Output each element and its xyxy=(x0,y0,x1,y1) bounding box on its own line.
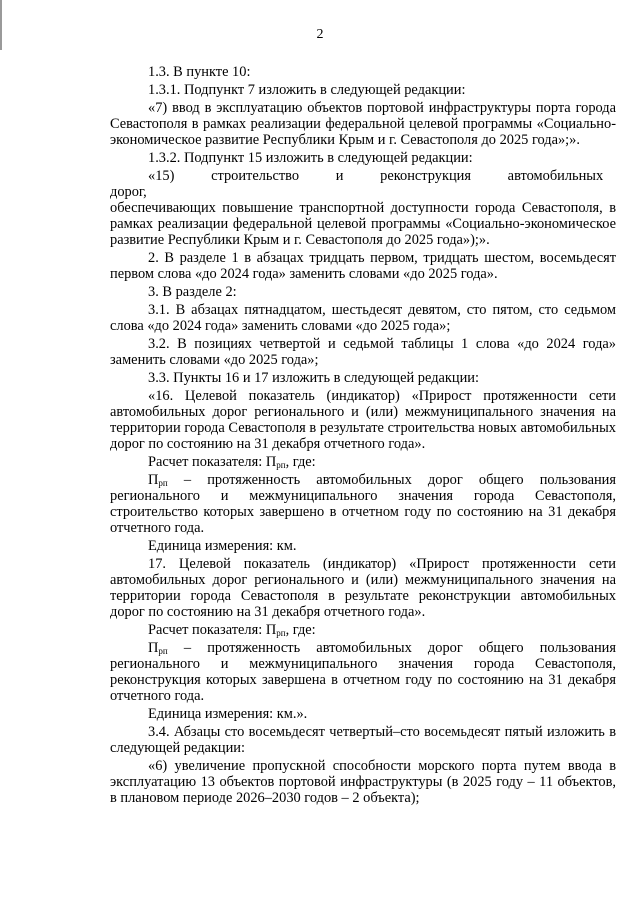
paragraph-3-1: 3.1. В абзацах пятнадцатом, шестьдесят девятом, сто пятом, сто седьмом слова «до 2024 года» заменить словами «до 2025 года»; xyxy=(110,302,616,334)
paragraph-3-2: 3.2. В позициях четвертой и седьмой таблицы 1 слова «до 2024 года» заменить словами «до 2025 года»; xyxy=(110,336,616,368)
unit-17: Единица измерения: км.». xyxy=(148,706,308,722)
paragraph-1-3-2: 1.3.2. Подпункт 15 изложить в следующей редакции: xyxy=(148,150,473,166)
paragraph-1-3-1: 1.3.1. Подпункт 7 изложить в следующей редакции: xyxy=(148,82,466,98)
paragraph-quote-15-rest: обеспечивающих повышение транспортной доступности города Севастополя, в рамках реализации федеральной целевой программы «Социально-экономическое развитие Республики Крым и г. Севастополя до 2025 года»);». xyxy=(110,200,616,248)
definition-17: $П_{рп}$ – протяженность автомобильных дорог общего пользования регионального и межмуниципального значения города Севастополя, реконструкция которых завершена в отчетном году по состоянию на 31 декабря отчетного года. xyxy=(110,640,616,704)
paragraph-quote-6: «6) увеличение пропускной способности морского порта путем ввода в эксплуатацию 13 объектов портовой инфраструктуры (в 2025 году – 11 объектов, в плановом периоде 2026–2030 годов – 2 объекта); xyxy=(110,758,616,806)
calculation-16: Расчет показателя: $П_{рп}$, где: xyxy=(148,454,316,470)
paragraph-2: 2. В разделе 1 в абзацах тридцать первом, тридцать шестом, восемьдесят первом слова «до 2024 года» заменить словами «до 2025 года». xyxy=(110,250,616,282)
paragraph-quote-15-line-1: «15) строительство и реконструкция автомобильных дорог, xyxy=(110,168,604,200)
definition-16: $П_{рп}$ – протяженность автомобильных дорог общего пользования регионального и межмуниципального значения города Севастополя, строительство которых завершено в отчетном году по состоянию на 31 декабря отчетного года. xyxy=(110,472,616,536)
unit-16: Единица измерения: км. xyxy=(148,538,297,554)
calculation-17: Расчет показателя: $П_{рп}$, где: xyxy=(148,622,316,638)
paragraph-1-3: 1.3. В пункте 10: xyxy=(148,64,251,80)
paragraph-3: 3. В разделе 2: xyxy=(148,284,237,300)
paragraph-3-3: 3.3. Пункты 16 и 17 изложить в следующей редакции: xyxy=(148,370,479,386)
paragraph-indicator-16: «16. Целевой показатель (индикатор) «Прирост протяженности сети автомобильных дорог регионального и (или) межмуниципального значения на территории города Севастополя в результате строительства новых автомобильных дорог по состоянию на 31 декабря отчетного года». xyxy=(110,388,616,452)
page-number: 2 xyxy=(316,27,324,42)
paragraph-quote-7: «7) ввод в эксплуатацию объектов портовой инфраструктуры порта города Севастополя в рамках реализации федеральной целевой программы «Социально-экономическое развитие Республики Крым и г. Севастополя до 2025 года»;». xyxy=(110,100,616,148)
paragraph-3-4: 3.4. Абзацы сто восемьдесят четвертый–сто восемьдесят пятый изложить в следующей редакции: xyxy=(110,724,616,756)
document-body xyxy=(110,64,616,808)
paragraph-indicator-17: 17. Целевой показатель (индикатор) «Прирост протяженности сети автомобильных дорог регионального и (или) межмуниципального значения на территории города Севастополя в результате реконструкции автомобильных дорог по состоянию на 31 декабря отчетного года». xyxy=(110,556,616,620)
